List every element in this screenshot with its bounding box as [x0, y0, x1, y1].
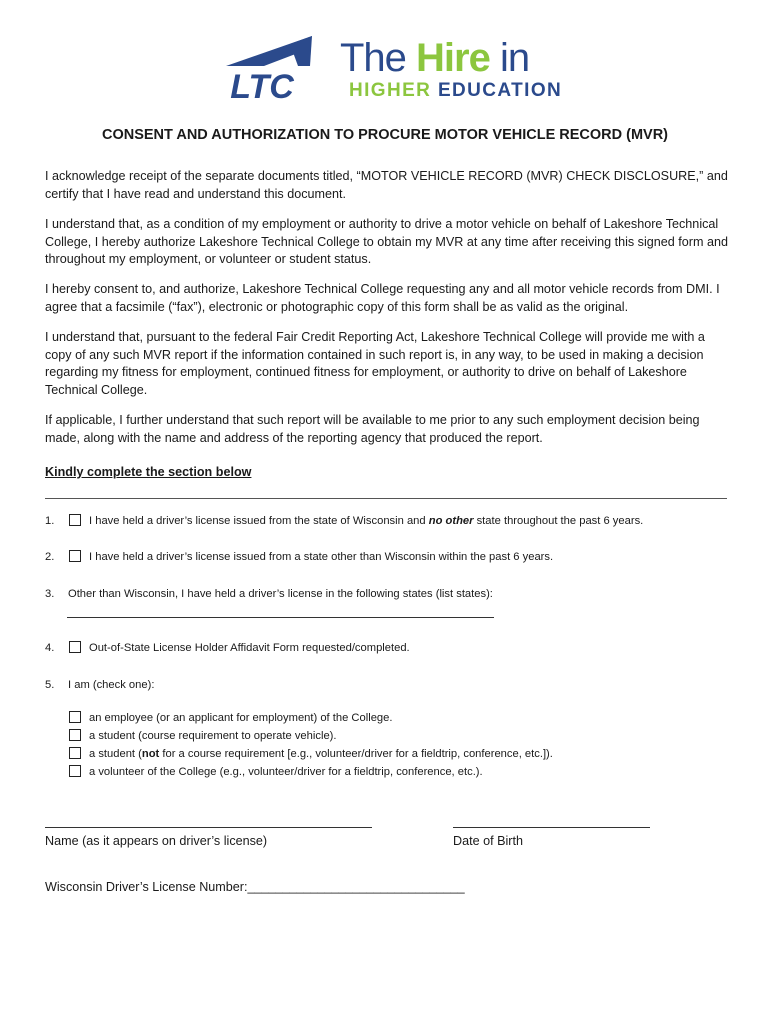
- name-label: Name (as it appears on driver’s license): [45, 834, 268, 848]
- option-student-other-checkbox[interactable]: [69, 747, 81, 759]
- option-volunteer-label: a volunteer of the College (e.g., volunteer/driver for a fieldtrip, conference, etc.).: [89, 766, 483, 778]
- item-5-number: 5.: [45, 679, 55, 691]
- item-3-number: 3.: [45, 588, 55, 600]
- license-number-row: [45, 879, 465, 895]
- paragraph-authorize: I understand that, as a condition of my employment or authority to drive a motor vehicle on behalf of Lakeshore Technical College, I hereby authorize Lakeshore Technical College to obtain my MVR at any time after receiving this signed form and throughout my employment, or volunteer or student status.: [45, 217, 728, 267]
- item-2-number: 2.: [45, 551, 55, 563]
- paragraph-acknowledge: I acknowledge receipt of the separate documents titled, “MOTOR VEHICLE RECORD (MVR) CHECK DISCLOSURE,” and certify that I have read and understand this document.: [45, 169, 728, 201]
- item-1-label: I have held a driver’s license issued from the state of Wisconsin and no other state throughout the past 6 years.: [89, 515, 644, 527]
- paragraph-consent: I hereby consent to, and authorize, Lakeshore Technical College requesting any and all motor vehicle records from DMI. I agree that a facsimile (“fax”), electronic or photographic copy of this form shall be as valid as the original.: [45, 282, 720, 314]
- license-number-field[interactable]: _______________________________: [247, 880, 465, 894]
- page-title: CONSENT AND AUTHORIZATION TO PROCURE MOTOR VEHICLE RECORD (MVR): [101, 127, 669, 143]
- item-1-number: 1.: [45, 515, 55, 527]
- option-student-other-label: a student (not for a course requirement [e.g., volunteer/driver for a fieldtrip, conference, etc.]).: [89, 748, 553, 760]
- tagline-hire: Hire: [416, 36, 490, 80]
- option-employee-label: an employee (or an applicant for employment) of the College.: [89, 712, 393, 724]
- tagline-education: EDUCATION: [437, 80, 563, 101]
- tagline-line-1: The Hire in: [340, 36, 530, 80]
- item-5-label: I am (check one):: [68, 679, 155, 691]
- paragraph-fcra: I understand that, pursuant to the federal Fair Credit Reporting Act, Lakeshore Technical College will provide me with a copy of any such MVR report if the information contained in such report is, in any way, to be used in making a decision regarding my fitness for employment, continued fitness for employment, or authority to drive on behalf of Lakeshore Technical College.: [45, 330, 705, 397]
- item-3-label: Other than Wisconsin, I have held a driver’s license in the following states (list states):: [68, 588, 493, 600]
- option-student-other-emphasis: not: [141, 748, 160, 760]
- item-2-label: I have held a driver’s license issued from a state other than Wisconsin within the past 6 years.: [89, 551, 554, 563]
- option-employee-checkbox[interactable]: [69, 711, 81, 723]
- tagline-line-2: [349, 80, 562, 102]
- item-4-number: 4.: [45, 642, 55, 654]
- tagline-higher: HIGHER: [349, 80, 438, 101]
- dob-field-line[interactable]: [453, 827, 650, 828]
- paragraph-applicable: If applicable, I further understand that such report will be available to me prior to any such employment decision being made, along with the name and address of the reporting agency that produced the report.: [45, 413, 700, 445]
- option-student-course-label: a student (course requirement to operate vehicle).: [89, 730, 337, 742]
- section-divider: [45, 498, 727, 499]
- ltc-logo: [206, 36, 318, 104]
- item-4-label: Out-of-State License Holder Affidavit Form requested/completed.: [89, 642, 410, 654]
- option-volunteer-checkbox[interactable]: [69, 765, 81, 777]
- dob-label: Date of Birth: [453, 834, 523, 848]
- ltc-logo-mark-icon: [206, 36, 318, 104]
- item-4-checkbox[interactable]: [69, 641, 81, 653]
- item-2-checkbox[interactable]: [69, 550, 81, 562]
- item-1-checkbox[interactable]: [69, 514, 81, 526]
- option-student-course-checkbox[interactable]: [69, 729, 81, 741]
- section-heading: Kindly complete the section below: [45, 465, 252, 479]
- states-list-field[interactable]: [67, 617, 494, 618]
- name-field-line[interactable]: [45, 827, 372, 828]
- license-number-label: Wisconsin Driver’s License Number:: [45, 880, 248, 894]
- logo-text: LTC: [230, 68, 294, 104]
- item-1-emphasis: no other: [428, 515, 474, 527]
